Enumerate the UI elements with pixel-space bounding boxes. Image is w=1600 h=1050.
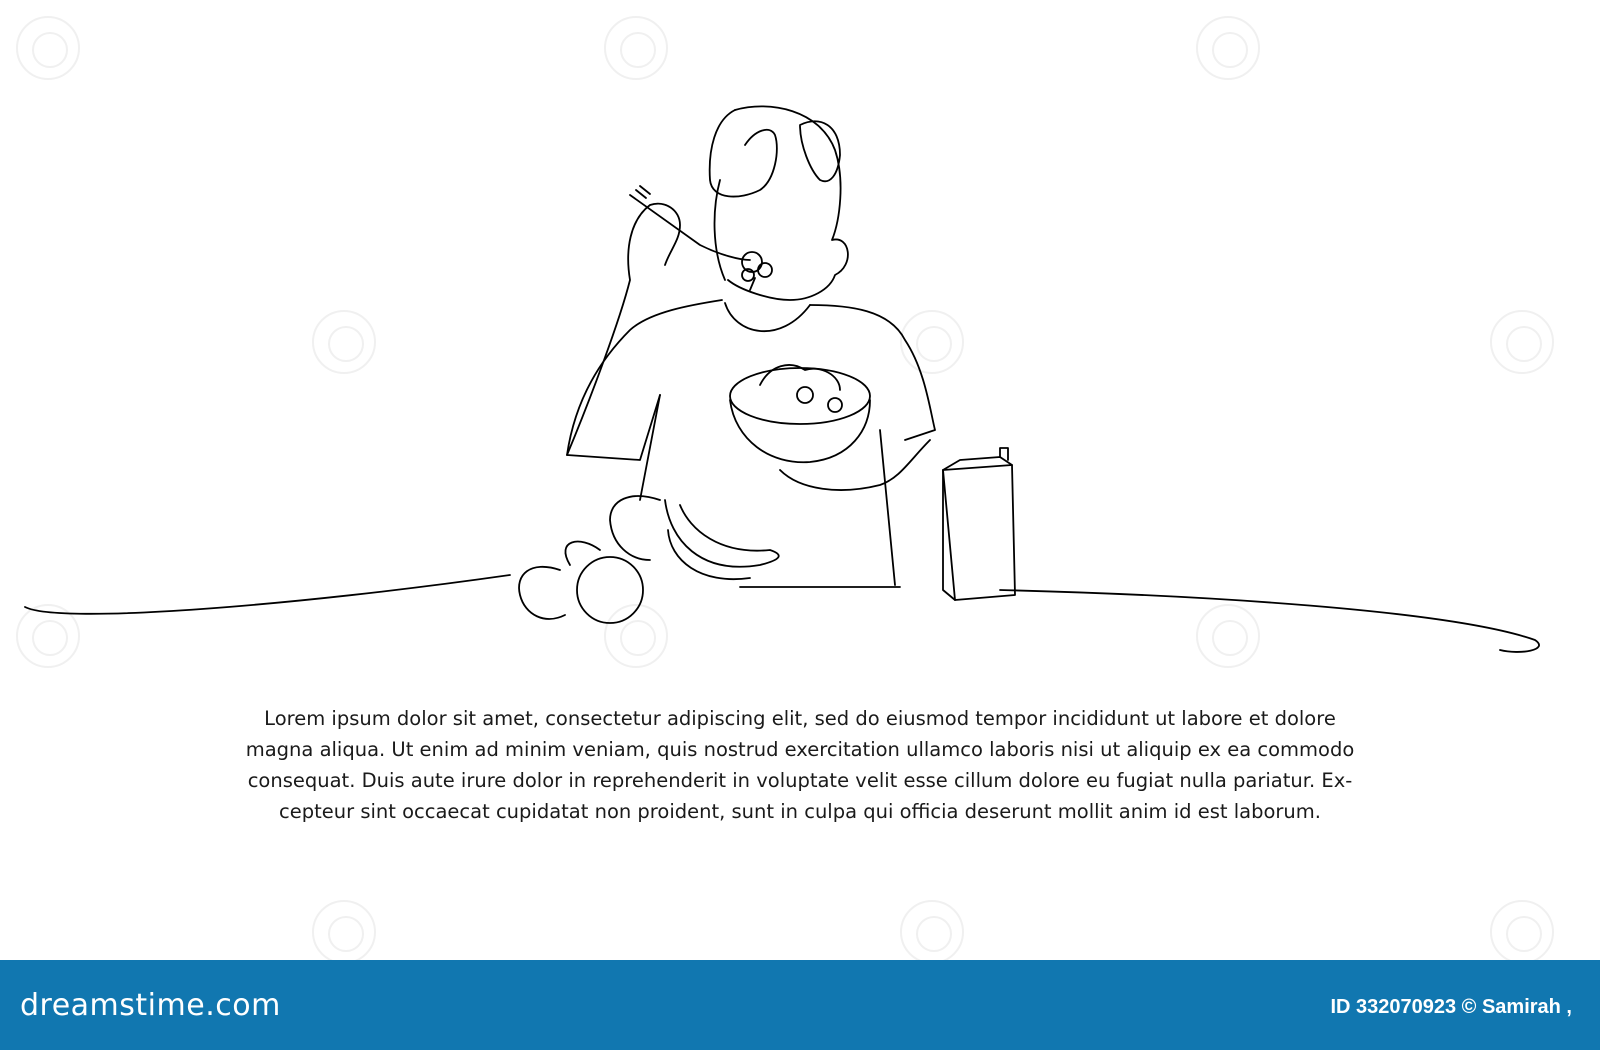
caption-line: Lorem ipsum dolor sit amet, consectetur adipiscing elit, sed do eiusmod tempor incididunt ut labore et dolore (264, 707, 1336, 730)
milk-carton (943, 448, 1015, 600)
person-head (710, 106, 848, 300)
fruits (519, 496, 779, 623)
caption-line: cepteur sint occaecat cupidatat non proident, sunt in culpa qui officia deserunt mollit anim id est laborum. (279, 800, 1321, 823)
image-credit: ID 332070923 © Samirah , (1330, 996, 1572, 1018)
caption-line: magna aliqua. Ut enim ad minim veniam, quis nostrud exercitation ullamco laboris nisi ut aliquip ex ea commodo (245, 738, 1355, 761)
salad-bowl (730, 365, 930, 490)
footer-bar (0, 960, 1600, 1050)
dreamstime-logo[interactable]: dreamstime.com (20, 988, 281, 1023)
arm-with-fork (567, 186, 772, 455)
caption-line: consequat. Duis aute irure dolor in reprehenderit in voluptate velit esse cillum dolore eu fugiat nulla pariatur. Ex- (247, 769, 1353, 792)
caption-text (100, 703, 1500, 827)
table-line (25, 575, 1539, 652)
